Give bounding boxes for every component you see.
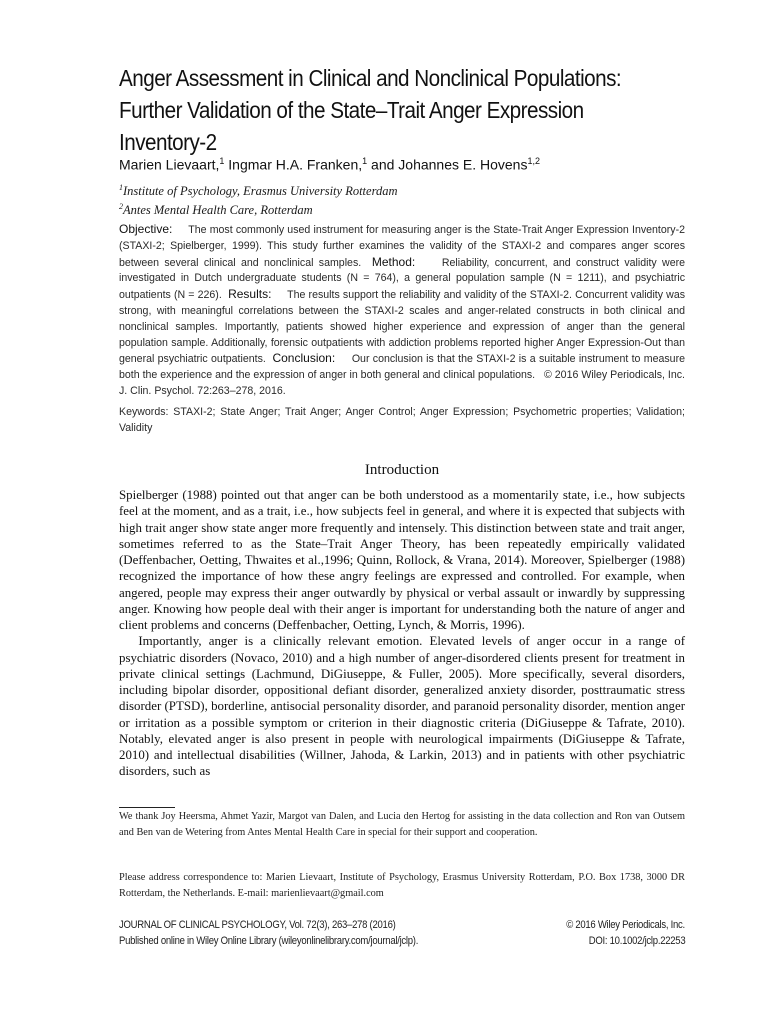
acknowledgement-footnote: We thank Joy Heersma, Ahmet Yazir, Margot van Dalen, and Lucia den Hertog for assisting in the data collection and Ron van Outsem and Ben van de Wetering from Antes Mental Health Care in special for their support and cooperation. — [119, 811, 685, 838]
author-name: Marien Lievaart, — [119, 156, 220, 173]
abstract-objective-text: The most commonly used instrument for measuring anger is the State-Trait Anger Expression Inventory-2 (STAXI-2; Spielberger, 1999). This study further examines the validity of the STAXI-2 and compares anger scores between several clinical and nonclinical samples. — [119, 224, 685, 269]
keywords: Keywords: STAXI-2; State Anger; Trait Anger; Anger Control; Anger Expression; Psychometric properties; Validation; Validity — [119, 406, 685, 434]
footer-journal-citation: JOURNAL OF CLINICAL PSYCHOLOGY, Vol. 72(3), 263–278 (2016) — [119, 919, 396, 931]
affiliation-list — [119, 180, 398, 218]
author-affiliation-mark: 1,2 — [527, 156, 540, 166]
abstract-method-label: Method: — [371, 254, 416, 269]
author-list — [119, 151, 540, 175]
author-affiliation-mark: 1 — [362, 156, 368, 166]
author-affiliation-mark: 1 — [219, 156, 225, 166]
abstract-conclusion-text: Our conclusion is that the STAXI-2 is a suitable instrument to measure both the experience and the expression of anger in both general and clinical populations. — [119, 353, 685, 382]
abstract-objective-label: Objective: — [119, 222, 173, 236]
abstract-results-text: The results support the reliability and validity of the STAXI-2. Concurrent validity was strong, with meaningful correlations between the STAXI-2 scales and anger-related constructs in both clinical and nonclinical samples. Importantly, patients showed higher experience and expression of anger than the general population sample. Additionally, forensic outpatients with addiction problems reported higher Anger Expression-Out than general psychiatric outpatients. — [119, 289, 686, 366]
author-name: and Johannes E. Hovens — [371, 156, 528, 173]
footnote-rule — [119, 807, 175, 808]
body-paragraph: Importantly, anger is a clinically relevant emotion. Elevated levels of anger occur in a range of psychiatric disorders (Novaco, 2010) and a high number of anger-disordered clients present for treatment in private clinical settings (Lachmund, DiGiuseppe, & Fuller, 2005). More specifically, several disorders, including bipolar disorder, oppositional defiant disorder, generalized anxiety disorder, posttraumatic stress disorder (PTSD), borderline, antisocial personality disorder, and paranoid personality disorder, mention anger or irritation as a possible symptom or criterion in their diagnostic criteria (DiGiuseppe & Tafrate, 2010). Notably, elevated anger is also present in people with neurological impairments (DiGiuseppe & Tafrate, 2010) and intellectual disabilities (Willner, Jahoda, & Larkin, 2013) and in patients with other psychiatric disorders, such as — [119, 634, 685, 779]
footer-journal-line — [119, 917, 685, 933]
abstract-conclusion-label: Conclusion: — [272, 351, 336, 366]
section-heading-introduction: Introduction — [364, 462, 440, 478]
article-title: Anger Assessment in Clinical and Nonclinical Populations: Further Validation of the State–Trait Anger Expression Inventory-2 — [119, 65, 622, 155]
footer-doi: DOI: 10.1002/jclp.22253 — [588, 935, 685, 947]
abstract-copyright: © 2016 Wiley Periodicals, Inc. J. Clin. Psychol. 72:263–278, 2016. — [119, 369, 685, 397]
footer-online-library: Published online in Wiley Online Library (wileyonlinelibrary.com/journal/jclp). — [119, 935, 419, 947]
abstract-results-label: Results: — [228, 287, 272, 302]
abstract — [119, 222, 685, 400]
abstract-method-text: Reliability, concurrent, and construct validity were investigated in Dutch undergraduate students (N = 764), a general population sample (N = 1211), and psychiatric outpatients (N = 226). — [119, 256, 686, 302]
introduction-body — [119, 487, 685, 780]
correspondence-footnote: Please address correspondence to: Marien Lievaart, Institute of Psychology, Erasmus University Rotterdam, P.O. Box 1738, 3000 DR Rotterdam, the Netherlands. E-mail: marienlievaart@gmail.com — [119, 872, 685, 899]
affiliation: $^2$Antes Mental Health Care, Rotterdam — [119, 202, 313, 218]
affiliation: $^1$Institute of Psychology, Erasmus University Rotterdam — [119, 183, 398, 199]
body-paragraph: Spielberger (1988) pointed out that anger can be both understood as a momentarily state, i.e., how subjects feel at the moment, and as a trait, i.e., how subjects feel in general, and where it is expected that subjects with high trait anger show state anger more frequently and intensely. This distinction between state and trait anger, sometimes referred to as the State–Trait Anger Theory, has been repeatedly empirically validated (Deffenbacher, Oetting, Thwaites et al.,1996; Quinn, Rollock, & Vrana, 2014). Moreover, Spielberger (1988) recognized the importance of how these angry feelings are expressed and controlled. For example, when angered, people may express their anger outwardly by physical or verbal assault or inwardly by suppressing anger. Knowing how people deal with their anger is important for understanding both the nature of anger and client problems and concerns (Deffenbacher, Oetting, Lynch, & Morris, 1996). — [119, 488, 685, 632]
author-name: Ingmar H.A. Franken, — [228, 156, 363, 173]
footer-copyright: © 2016 Wiley Periodicals, Inc. — [566, 919, 685, 931]
footer-online-line — [119, 933, 685, 949]
